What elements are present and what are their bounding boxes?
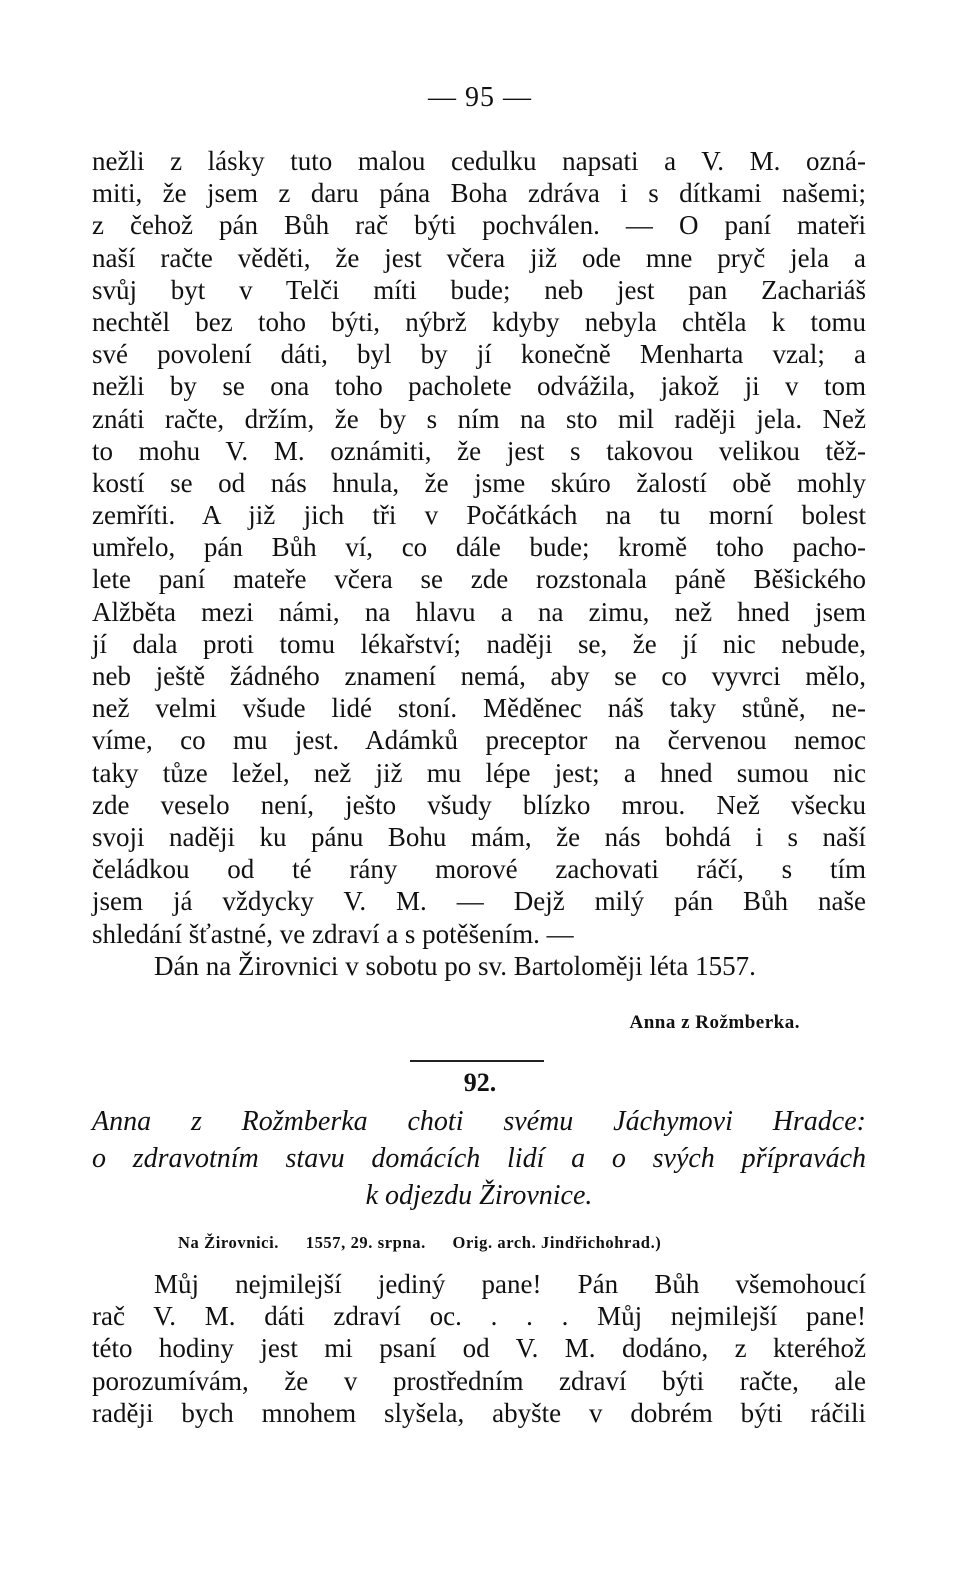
text-line: to mohu V. M. oznámiti, že jest s takovou velikou těž-: [92, 435, 866, 466]
meta-place: Na Žirovnici.: [178, 1233, 279, 1252]
text-line: Můj nejmilejší jediný pane! Pán Bůh všemohoucí: [154, 1269, 866, 1299]
text-line: taky tůze ležel, než již mu lépe jest; a hned sumou nic: [92, 757, 866, 788]
meta-source: Orig. arch. Jindřichohrad.): [452, 1233, 662, 1252]
text-line: miti, že jsem z daru pána Boha zdráva i s dítkami našemi;: [92, 178, 866, 209]
letter-91-body: [92, 145, 866, 982]
text-line: zde veselo není, ješto všudy blízko mrou. Než všecku: [92, 789, 866, 820]
text-line: čeládkou od té rány morové zachovati ráčí, s tím: [92, 854, 866, 885]
text-line: jí dala proti tomu lékařství; naději se, že jí nic nebude,: [92, 628, 866, 659]
text-line: rač V. M. dáti zdraví oc. . . . Můj nejmilejší pane!: [92, 1301, 866, 1332]
text-line: svůj byt v Telči míti bude; neb jest pan Zachariáš: [92, 274, 866, 305]
letter-92-body: [92, 1268, 866, 1429]
section-separator: [410, 1060, 544, 1062]
text-line: Alžběta mezi námi, na hlavu a na zimu, než hned jsem: [92, 596, 866, 627]
text-line: shledání šťastné, ve zdraví a s potěšením. —: [92, 918, 574, 949]
text-line: neb ještě žádného znamení nemá, aby se co vyvrci mělo,: [92, 661, 866, 691]
text-line: umřelo, pán Bůh ví, co dále bude; kromě toho pacho-: [92, 532, 866, 563]
text-line: nežli by se ona toho pacholete odvážila, jakož ji v tom: [92, 371, 866, 402]
heading-line: Anna z Rožmberka choti svému Jáchymovi Hradce:: [92, 1106, 866, 1137]
text-line: této hodiny jest mi psaní od V. M. dodáno, z kteréhož: [92, 1333, 866, 1364]
text-line: nežli z lásky tuto malou cedulku napsati a V. M. ozná-: [92, 146, 866, 176]
heading-line: o zdravotním stavu domácích lidí a o svých přípravách: [92, 1143, 866, 1174]
dateline: Dán na Žirovnici v sobotu po sv. Bartoloměji léta 1557.: [154, 950, 756, 981]
text-line: znáti račte, držím, že by s ním na sto mil raději jela. Než: [92, 403, 866, 434]
text-line: raději bych mnohem slyšela, abyšte v dobrém býti ráčili: [92, 1397, 866, 1428]
text-line: své povolení dáti, byl by jí konečně Menharta vzal; a: [92, 339, 866, 370]
text-line: než velmi všude lidé stoní. Měděnec náš taky stůně, ne-: [92, 693, 866, 724]
text-line: nechtěl bez toho býti, nýbrž kdyby nebyla chtěla k tomu: [92, 306, 866, 337]
meta-date: 1557, 29. srpna.: [305, 1233, 426, 1252]
text-line: víme, co mu jest. Adámků preceptor na červenou nemoc: [92, 725, 866, 756]
signature: Anna z Rožmberka.: [629, 1012, 800, 1033]
text-line: svoji naději ku pánu Bohu mám, že nás bohdá i s naší: [92, 821, 866, 852]
text-line: porozumívám, že v prostředním zdraví býti račte, ale: [92, 1365, 866, 1396]
letter-heading: [92, 1103, 866, 1214]
text-line: naší račte věděti, že jest včera již ode mne pryč jela a: [92, 242, 866, 273]
text-line: lete paní mateře včera se zde rozstonala páně Běšického: [92, 564, 866, 595]
page-number: — 95 —: [428, 82, 532, 113]
text-line: zemříti. A již jich tři v Počátkách na tu morní bolest: [92, 500, 866, 531]
letter-number: 92.: [463, 1068, 497, 1097]
text-line: jsem já vždycky V. M. — Dejž milý pán Bůh naše: [92, 886, 866, 917]
text-line: z čehož pán Bůh rač býti pochválen. — O paní mateři: [92, 210, 866, 241]
letter-meta: [178, 1233, 778, 1253]
heading-line: k odjezdu Žirovnice.: [365, 1180, 593, 1211]
text-line: kostí se od nás hnula, že jsme skúro žalostí obě mohly: [92, 467, 866, 498]
